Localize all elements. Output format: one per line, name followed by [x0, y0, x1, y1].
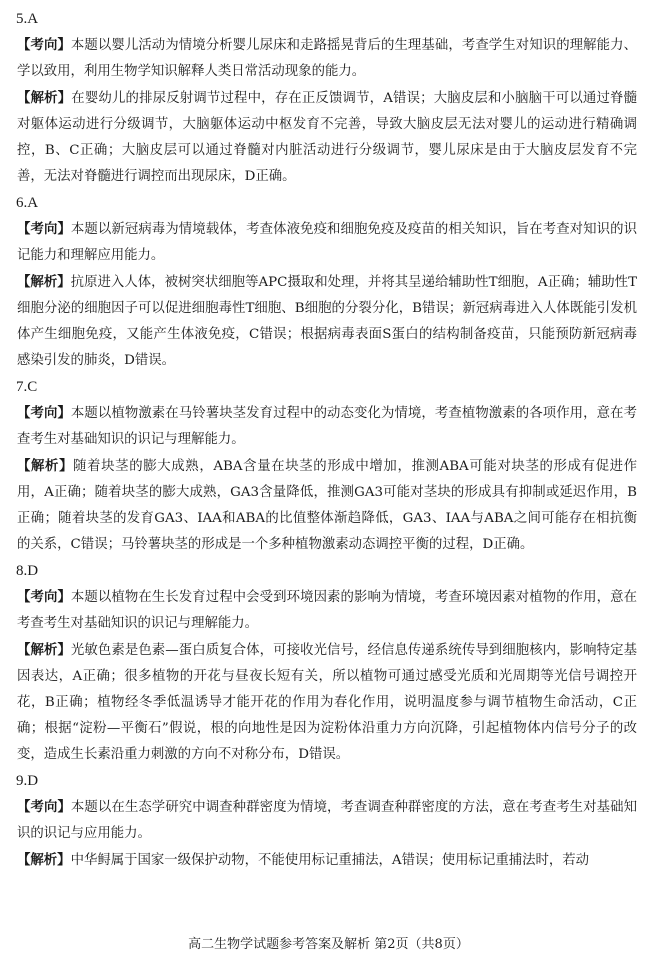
question-number: 9.D: [16, 773, 39, 789]
kaoxiang-text: 本题以在生态学研究中调查种群密度为情境，考查调查种群密度的方法，意在考查考生对基础知识的识记与应用能力。: [17, 800, 637, 841]
jiexi-paragraph: [0, 847, 657, 874]
question-number: 7.C: [16, 379, 38, 395]
jiexi-tag: 【解析】: [17, 852, 71, 868]
question-block: [0, 6, 657, 190]
kaoxiang-paragraph: [0, 216, 657, 269]
question-block: [0, 190, 657, 374]
kaoxiang-text: 本题以新冠病毒为情境载体，考查体液免疫和细胞免疫及疫苗的相关知识，旨在考查对知识的识记能力和理解应用能力。: [17, 222, 637, 263]
kaoxiang-tag: 【考向】: [17, 405, 71, 421]
jiexi-tag: 【解析】: [17, 274, 71, 290]
jiexi-text: 抗原进入人体，被树突状细胞等APC摄取和处理，并将其呈递给辅助性T细胞，A正确；辅助性T细胞分泌的细胞因子可以促进细胞毒性T细胞、B细胞的分裂分化，B错误；新冠病毒进入人体既能引发机体产生细胞免疫，又能产生体液免疫，C错误；根据病毒表面S蛋白的结构制备疫苗，只能预防新冠病毒感染引发的肺炎，D错误。: [17, 275, 637, 368]
answer-content: [0, 6, 657, 874]
question-number: 8.D: [16, 563, 39, 579]
kaoxiang-tag: 【考向】: [17, 37, 71, 53]
jiexi-text: 随着块茎的膨大成熟，ABA含量在块茎的形成中增加，推测ABA可能对块茎的形成有促进作用，A正确；随着块茎的膨大成熟，GA3含量降低，推测GA3可能对茎块的形成具有抑制或延迟作用，B正确；随着块茎的发育GA3、IAA和ABA的比值整体渐趋降低，GA3、IAA与ABA之间可能存在相抗衡的关系，C错误；马铃薯块茎的形成是一个多种植物激素动态调控平衡的过程，D正确。: [17, 459, 638, 552]
jiexi-tag: 【解析】: [17, 458, 74, 474]
jiexi-text: 在婴幼儿的排尿反射调节过程中，存在正反馈调节，A错误；大脑皮层和小脑脑干可以通过脊髓对躯体运动进行分级调节，大脑躯体运动中枢发育不完善，导致大脑皮层无法对婴儿的运动进行精确调控，B、C正确；大脑皮层可以通过脊髓对内脏活动进行分级调节，婴儿尿床是由于大脑皮层发育不完善，无法对脊髓进行调控而出现尿床，D正确。: [17, 91, 638, 184]
jiexi-paragraph: [0, 85, 657, 190]
kaoxiang-paragraph: [0, 794, 657, 847]
question-number: 5.A: [16, 11, 39, 27]
jiexi-paragraph: [0, 269, 657, 374]
jiexi-text: 光敏色素是色素—蛋白质复合体，可接收光信号，经信息传递系统传导到细胞核内，影响特定基因表达，A正确；很多植物的开花与昼夜长短有关，所以植物可通过感受光质和光周期等光信号调控开花，B正确；植物经冬季低温诱导才能开花的作用为春化作用，说明温度参与调节植物生命活动，C正确；根据“淀粉—平衡石”假说，根的向地性是因为淀粉体沿重力方向沉降，引起植物体内信号分子的改变，造成生长素沿重力刺激的方向不对称分布，D错误。: [17, 643, 637, 762]
jiexi-paragraph: [0, 453, 657, 558]
question-block: [0, 374, 657, 558]
kaoxiang-paragraph: [0, 584, 657, 637]
question-block: [0, 768, 657, 874]
jiexi-tag: 【解析】: [17, 90, 72, 106]
kaoxiang-paragraph: [0, 32, 657, 85]
jiexi-paragraph: [0, 637, 657, 768]
jiexi-tag: 【解析】: [17, 642, 71, 658]
kaoxiang-tag: 【考向】: [17, 221, 71, 237]
question-block: [0, 558, 657, 768]
kaoxiang-text: 本题以植物激素在马铃薯块茎发育过程中的动态变化为情境，考查植物激素的各项作用，意在考查考生对基础知识的识记与理解能力。: [17, 406, 637, 447]
question-number: 6.A: [16, 195, 39, 211]
kaoxiang-text: 本题以婴儿活动为情境分析婴儿尿床和走路摇晃背后的生理基础，考查学生对知识的理解能力、学以致用，利用生物学知识解释人类日常活动现象的能力。: [17, 38, 637, 79]
kaoxiang-paragraph: [0, 400, 657, 453]
kaoxiang-text: 本题以植物在生长发育过程中会受到环境因素的影响为情境，考查环境因素对植物的作用，意在考查考生对基础知识的识记与理解能力。: [17, 590, 637, 631]
jiexi-text: 中华鲟属于国家一级保护动物，不能使用标记重捕法，A错误；使用标记重捕法时，若动: [70, 853, 590, 868]
page-footer: 高二生物学试题参考答案及解析 第2页（共8页）: [188, 937, 469, 952]
kaoxiang-tag: 【考向】: [17, 799, 71, 815]
kaoxiang-tag: 【考向】: [17, 589, 71, 605]
